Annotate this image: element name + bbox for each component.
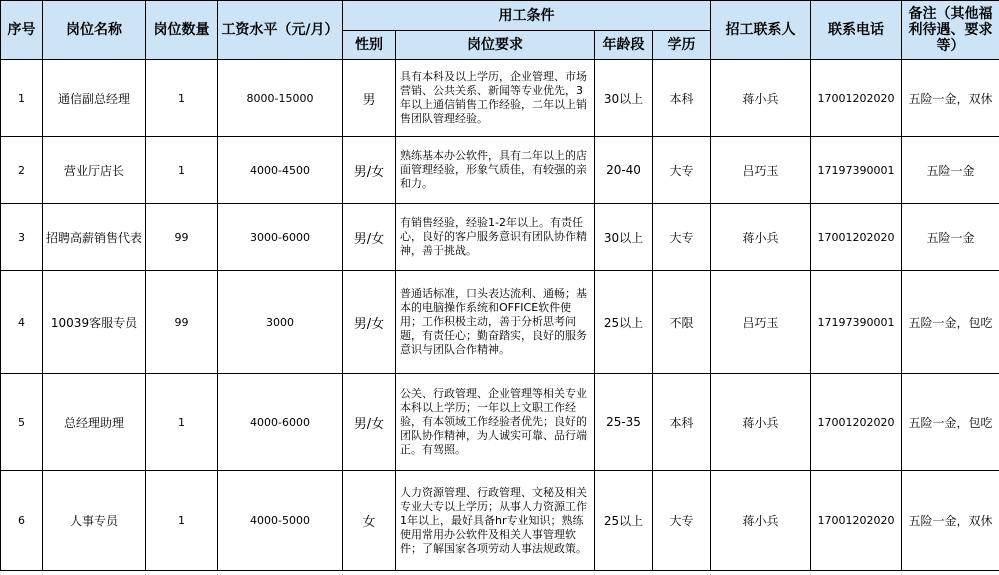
cell-education: 大专 xyxy=(653,137,711,204)
cell-requirements: 人力资源管理、行政管理、文秘及相关专业大专以上学历；从事人力资源工作1年以上，最好具备hr专业知识；熟练使用常用办公软件及相关人事管理软件；了解国家各项劳动人事法规政策。 xyxy=(396,471,595,571)
cell-position: 人事专员 xyxy=(43,471,146,571)
cell-remarks: 五险一金，包吃 xyxy=(902,374,999,471)
cell-education: 不限 xyxy=(653,271,711,374)
cell-gender: 男/女 xyxy=(343,374,396,471)
cell-contact: 蒋小兵 xyxy=(711,60,811,137)
cell-index: 5 xyxy=(1,374,43,471)
cell-phone: 17001202020 xyxy=(811,204,902,271)
cell-remarks: 五险一金 xyxy=(902,204,999,271)
table-row xyxy=(1,471,999,571)
cell-age: 20-40 xyxy=(595,137,653,204)
table-row xyxy=(1,271,999,374)
cell-remarks: 五险一金，双休 xyxy=(902,60,999,137)
cell-age: 25-35 xyxy=(595,374,653,471)
cell-salary: 4000-6000 xyxy=(218,374,343,471)
header-requirements: 岗位要求 xyxy=(396,31,595,60)
header-education: 学历 xyxy=(653,31,711,60)
header-age: 年龄段 xyxy=(595,31,653,60)
cell-contact: 吕巧玉 xyxy=(711,271,811,374)
header-index: 序号 xyxy=(1,1,43,60)
cell-count: 1 xyxy=(146,471,218,571)
cell-remarks: 五险一金，双休 xyxy=(902,471,999,571)
cell-index: 4 xyxy=(1,271,43,374)
header-contact: 招工联系人 xyxy=(711,1,811,60)
cell-index: 6 xyxy=(1,471,43,571)
header-conditions: 用工条件 xyxy=(343,1,711,31)
cell-position: 营业厅店长 xyxy=(43,137,146,204)
cell-index: 1 xyxy=(1,60,43,137)
cell-remarks: 五险一金，包吃 xyxy=(902,271,999,374)
cell-age: 25以上 xyxy=(595,471,653,571)
cell-salary: 4000-5000 xyxy=(218,471,343,571)
cell-index: 3 xyxy=(1,204,43,271)
header-position: 岗位名称 xyxy=(43,1,146,60)
cell-gender: 男/女 xyxy=(343,271,396,374)
cell-phone: 17197390001 xyxy=(811,271,902,374)
cell-count: 1 xyxy=(146,60,218,137)
cell-contact: 蒋小兵 xyxy=(711,471,811,571)
cell-index: 2 xyxy=(1,137,43,204)
header-count: 岗位数量 xyxy=(146,1,218,60)
header-gender: 性别 xyxy=(343,31,396,60)
cell-education: 大专 xyxy=(653,204,711,271)
cell-phone: 17001202020 xyxy=(811,471,902,571)
cell-salary: 3000 xyxy=(218,271,343,374)
cell-count: 99 xyxy=(146,204,218,271)
cell-contact: 蒋小兵 xyxy=(711,204,811,271)
cell-phone: 17001202020 xyxy=(811,60,902,137)
cell-count: 1 xyxy=(146,137,218,204)
cell-age: 30以上 xyxy=(595,204,653,271)
cell-phone: 17001202020 xyxy=(811,374,902,471)
header-remarks: 备注（其他福利待遇、要求等） xyxy=(902,1,999,60)
header-salary: 工资水平（元/月） xyxy=(218,1,343,60)
cell-salary: 8000-15000 xyxy=(218,60,343,137)
cell-salary: 3000-6000 xyxy=(218,204,343,271)
cell-gender: 男 xyxy=(343,60,396,137)
cell-requirements: 有销售经验，经验1-2年以上。有责任心，良好的客户服务意识有团队协作精神，善于挑战。 xyxy=(396,204,595,271)
table-row xyxy=(1,60,999,137)
cell-requirements: 普通话标准，口头表达流利、通畅；基本的电脑操作系统和OFFICE软件使用；工作积极主动，善于分析思考问题，有责任心；勤奋踏实，良好的服务意识与团队合作精神。 xyxy=(396,271,595,374)
cell-phone: 17197390001 xyxy=(811,137,902,204)
header-phone: 联系电话 xyxy=(811,1,902,60)
cell-gender: 男/女 xyxy=(343,204,396,271)
table-row xyxy=(1,374,999,471)
table-row xyxy=(1,204,999,271)
cell-requirements: 具有本科及以上学历，企业管理、市场营销、公共关系、新闻等专业优先，3年以上通信销售工作经验，二年以上销售团队管理经验。 xyxy=(396,60,595,137)
cell-requirements: 公关、行政管理、企业管理等相关专业本科以上学历；一年以上文职工作经验，有本领域工作经验者优先；良好的团队协作精神，为人诚实可靠、品行端正。有驾照。 xyxy=(396,374,595,471)
cell-education: 大专 xyxy=(653,471,711,571)
cell-gender: 女 xyxy=(343,471,396,571)
cell-education: 本科 xyxy=(653,374,711,471)
cell-position: 通信副总经理 xyxy=(43,60,146,137)
cell-age: 30以上 xyxy=(595,60,653,137)
table-row xyxy=(1,137,999,204)
cell-count: 99 xyxy=(146,271,218,374)
cell-gender: 男/女 xyxy=(343,137,396,204)
cell-remarks: 五险一金 xyxy=(902,137,999,204)
cell-position: 10039客服专员 xyxy=(43,271,146,374)
cell-requirements: 熟练基本办公软件，具有二年以上的店面管理经验，形象气质佳，有较强的亲和力。 xyxy=(396,137,595,204)
cell-education: 本科 xyxy=(653,60,711,137)
cell-contact: 吕巧玉 xyxy=(711,137,811,204)
cell-salary: 4000-4500 xyxy=(218,137,343,204)
cell-position: 招聘高薪销售代表 xyxy=(43,204,146,271)
cell-count: 1 xyxy=(146,374,218,471)
cell-age: 25以上 xyxy=(595,271,653,374)
cell-position: 总经理助理 xyxy=(43,374,146,471)
cell-contact: 蒋小兵 xyxy=(711,374,811,471)
